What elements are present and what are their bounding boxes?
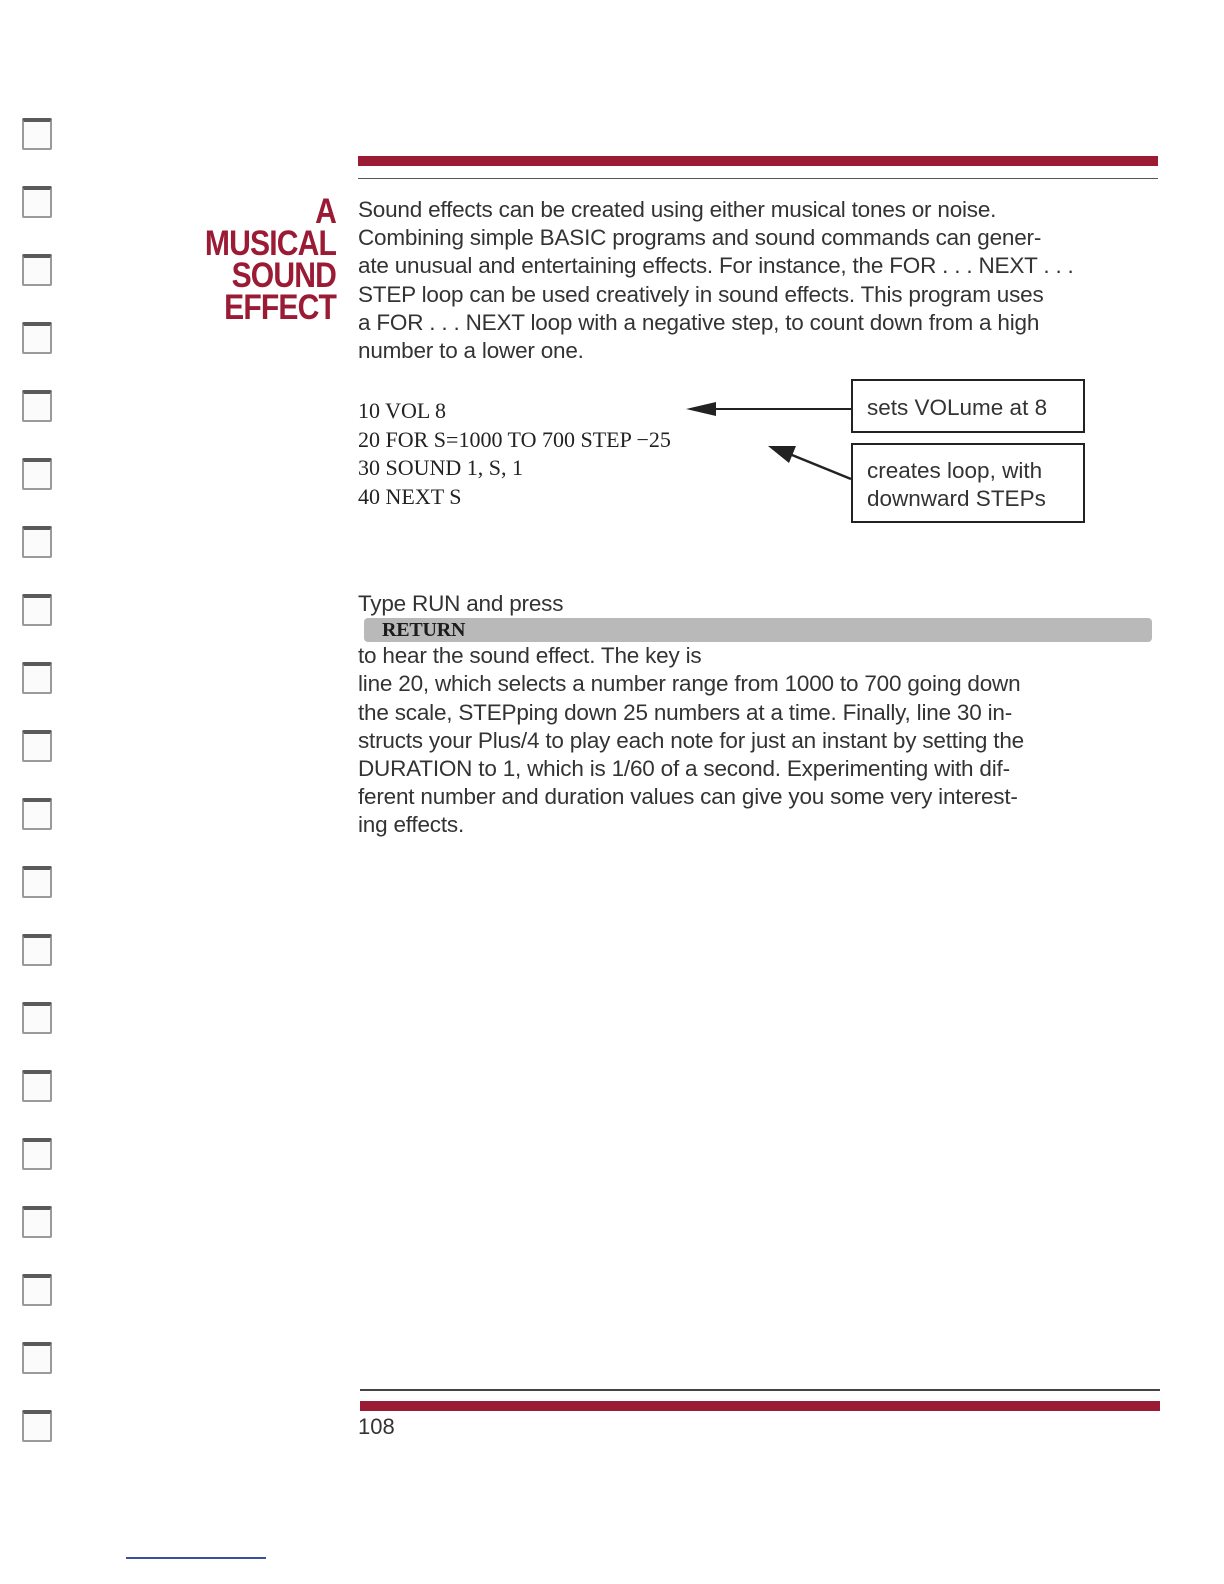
text-line: Sound effects can be created using either musical tones or noise. <box>358 197 997 222</box>
binding-hole <box>22 1138 52 1170</box>
text-line <box>358 590 1158 670</box>
binding-hole <box>22 798 52 830</box>
binding-hole <box>22 730 52 762</box>
heading-line: SOUND <box>231 256 336 295</box>
heading-line: A <box>315 192 336 231</box>
text-line: ate unusual and entertaining effects. For instance, the FOR . . . NEXT . . . <box>358 253 1074 279</box>
text-line: a FOR . . . NEXT loop with a negative step, to count down from a high <box>358 309 1040 335</box>
code-line: 30 SOUND 1, S, 1 <box>358 455 524 480</box>
binding-hole <box>22 1002 52 1034</box>
binding-hole <box>22 1410 52 1442</box>
binding-hole <box>22 458 52 490</box>
text-line: ing effects. <box>358 812 465 838</box>
binding-hole <box>22 934 52 966</box>
arrow-line <box>792 455 851 479</box>
top-divider <box>358 178 1158 179</box>
binding-hole <box>22 118 52 150</box>
text-line: STEP loop can be used creatively in sound effects. This program uses <box>358 281 1044 307</box>
top-accent-rule <box>358 156 1158 166</box>
text-fragment: to hear the sound effect. The key is <box>358 643 702 669</box>
binding-hole <box>22 1342 52 1374</box>
text-line: line 20, which selects a number range from 1000 to 700 going down <box>358 671 1021 697</box>
arrow-head-icon <box>686 402 716 416</box>
text-line: number to a lower one. <box>358 338 584 364</box>
callout-text: downward STEPs <box>867 486 1046 511</box>
arrow-head-icon <box>768 446 796 463</box>
binding-hole <box>22 322 52 354</box>
binding-hole <box>22 662 52 694</box>
callout-text: creates loop, with <box>867 458 1043 483</box>
text-line: structs your Plus/4 to play each note for just an instant by setting the <box>358 727 1024 753</box>
callout-text: sets VOLume at 8 <box>867 395 1048 420</box>
text-fragment: Type RUN and press <box>358 591 564 616</box>
intro-paragraph <box>358 196 1158 365</box>
footer-mark <box>126 1557 266 1559</box>
section-heading <box>164 192 336 327</box>
callout-box-loop <box>851 443 1085 523</box>
text-line: ferent number and duration values can give you some very interest- <box>358 784 1018 810</box>
binding-hole <box>22 1206 52 1238</box>
bottom-accent-rule <box>360 1401 1160 1411</box>
binding-hole <box>22 186 52 218</box>
code-line: 20 FOR S=1000 TO 700 STEP −25 <box>358 426 671 452</box>
code-line: 10 VOL 8 <box>358 398 446 423</box>
heading-line: MUSICAL <box>204 224 336 263</box>
binding-hole <box>22 526 52 558</box>
text-line: the scale, STEPping down 25 numbers at a time. Finally, line 30 in- <box>358 699 1013 725</box>
text-line: DURATION to 1, which is 1/60 of a second. Experimenting with dif- <box>358 756 1010 782</box>
basic-program-listing <box>358 397 671 511</box>
binding-hole <box>22 1070 52 1102</box>
binding-hole <box>22 594 52 626</box>
return-key-icon: RETURN <box>364 618 1152 642</box>
page-number: 108 <box>358 1414 395 1439</box>
binding-hole <box>22 390 52 422</box>
explanation-paragraph <box>358 590 1158 840</box>
code-line: 40 NEXT S <box>358 483 462 509</box>
binding-hole <box>22 1274 52 1306</box>
heading-line: EFFECT <box>224 288 336 327</box>
bottom-divider <box>360 1389 1160 1391</box>
binding-hole <box>22 254 52 286</box>
binding-hole <box>22 866 52 898</box>
spiral-binding <box>22 118 62 1448</box>
callout-box-volume <box>851 379 1085 433</box>
text-line: Combining simple BASIC programs and sound commands can gener- <box>358 225 1042 251</box>
